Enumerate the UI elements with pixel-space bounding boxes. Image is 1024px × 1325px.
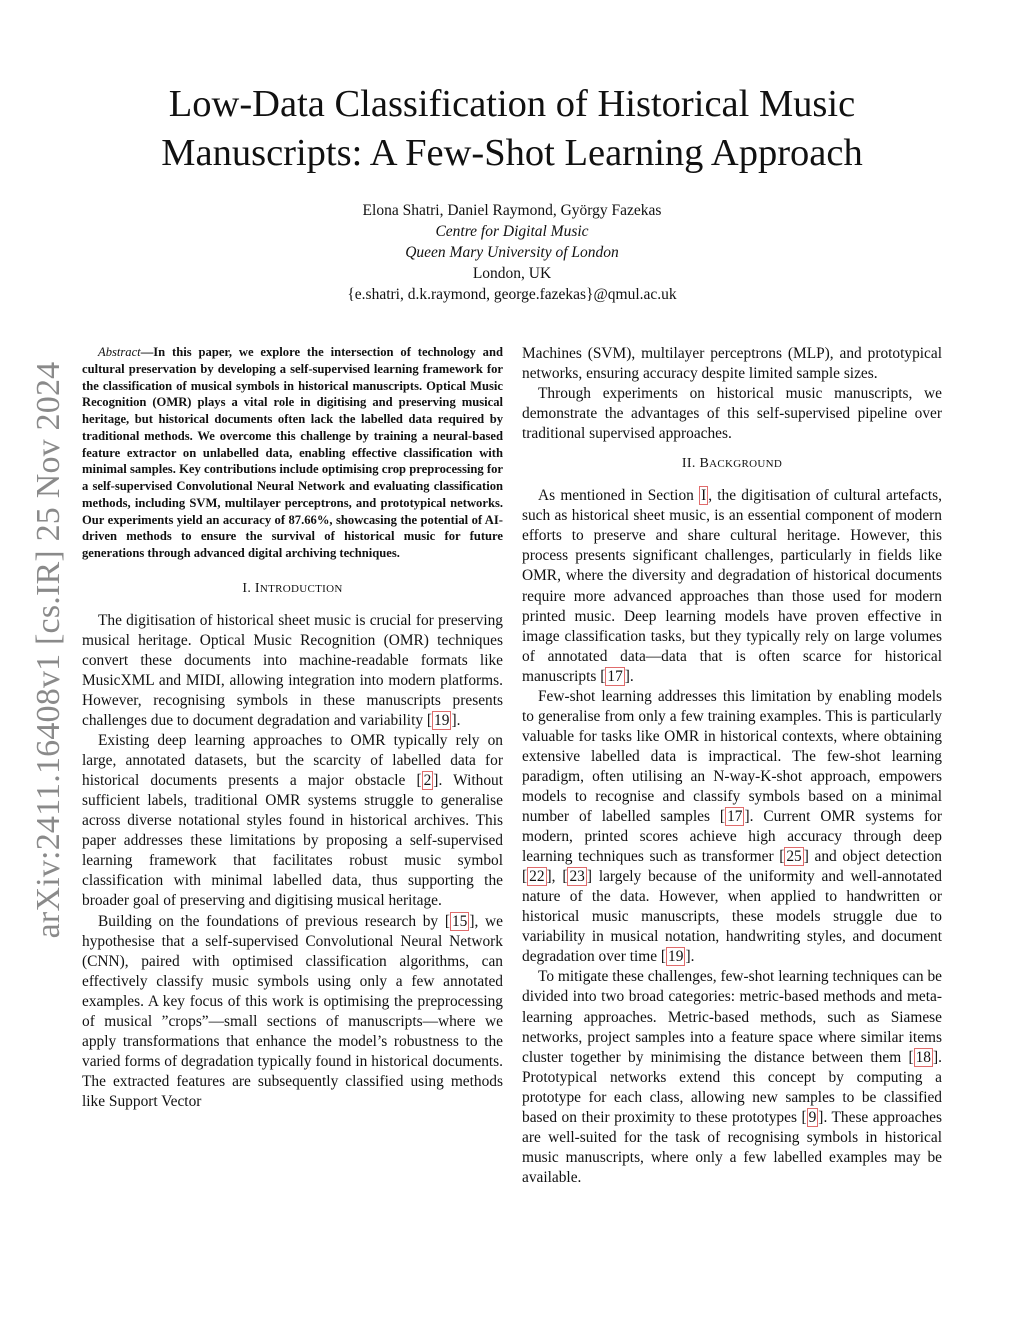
intro-paragraph-3: Building on the foundations of previous research by [ 15 ], we hypothesise that a self-supervised Convolutional Neural Network (CNN), paired with optimised classification algorithms, can effectively classify music symbols using only a few annotated examples. A key focus of this work is optimising the preprocessing of musical ”crops”—small sections of manuscripts—where we apply transformations that enhance the model’s robustness to the varied forms of degradation typically found in historical documents. The extracted features are subsequently classified using methods like Support Vector (82, 912, 503, 1110)
left-column (82, 344, 503, 1112)
arxiv-sidebar (22, 350, 76, 950)
background-paragraph-2: Few-shot learning addresses this limitation by enabling models to generalise from only a few training examples. This is particularly valuable for tasks like OMR in historical contexts, where obtaining extensive labelled data is impractical. The few-shot learning paradigm, often utilising an N-way-K-shot approach, empowers models to recognise and classify symbols based on a minimal number of labelled samples [ 17 ]. Current OMR systems for modern, printed scores achieve high accuracy through deep learning techniques such as transformer [ 25 ] and object detection [ 22 ], [ 23 ] largely because of the uniformity and well-annotated nature of the data. However, when applied to handwritten or historical music manuscripts, these models struggle due to variability in musical notation, handwriting styles, and document degradation over time [ 19 ]. (522, 687, 942, 966)
citation-link[interactable]: 2 (423, 772, 432, 790)
section-heading-introduction: I. INTRODUCTION (242, 580, 343, 596)
intro-paragraph-2: Existing deep learning approaches to OMR typically rely on large, annotated datasets, but the scarcity of labelled data for historical documents presents a major obstacle [ 2 ]. Without sufficient labels, traditional OMR systems struggle to generalise across diverse notational styles found in historical archives. This paper addresses these limitations by proposing a self-supervised learning framework that facilitates robust music symbol classification with minimal labelled data, thus supporting the broader goal of preserving and digitising musical heritage. (82, 732, 503, 910)
intro-paragraph-1: The digitisation of historical sheet music is crucial for preserving musical heritage. Optical Music Recognition (OMR) techniques convert these documents into machine-readable formats like MusicXML and MIDI, allowing integration into modern platforms. However, recognising symbols in these manuscripts presents challenges due to document degradation and variability [ 19 ]. (82, 611, 503, 730)
right-column (522, 344, 942, 1188)
citation-link[interactable]: 17 (607, 667, 623, 685)
citation-link[interactable]: 25 (786, 848, 802, 866)
citation-link[interactable]: 23 (569, 868, 585, 886)
citation-link[interactable]: 18 (915, 1048, 931, 1066)
citation-link[interactable]: 22 (529, 868, 545, 886)
author-department: Centre for Digital Music (435, 223, 589, 240)
abstract-text: —In this paper, we explore the intersection of technology and cultural preservation by developing a self-supervised learning framework for the classification of musical symbols in historical manuscripts. Optical Music Recognition (OMR) plays a vital role in digitising and preserving musical heritage, but historical documents often lack the labelled data required by traditional methods. We overcome this challenge by training a neural-based feature extractor on unlabelled data, enabling effective classification with minimal samples. Key contributions include optimising crop preprocessing for a self-supervised Convolutional Neural Network and evaluating classification methods, including SVM, multilayer perceptrons, and prototypical networks. Our experiments yield an accuracy of 87.66%, showcasing the potential of AI-driven methods to ensure the survival of historical music for future generations through advanced digital archiving techniques. (82, 345, 503, 560)
citation-link[interactable]: 19 (668, 948, 684, 966)
citation-link[interactable]: 19 (434, 712, 450, 730)
intro-paragraph-3-continued: Machines (SVM), multilayer perceptrons (MLP), and prototypical networks, ensuring accuracy despite limited sample sizes. (522, 345, 942, 383)
author-names: Elona Shatri, Daniel Raymond, György Fazekas (362, 202, 662, 219)
citation-link[interactable]: 17 (727, 808, 743, 826)
abstract (82, 344, 503, 562)
author-university: Queen Mary University of London (405, 244, 619, 261)
title-line-2: Manuscripts: A Few-Shot Learning Approach (161, 132, 863, 174)
title-line-1: Low-Data Classification of Historical Music (168, 83, 856, 125)
citation-link[interactable]: 15 (451, 912, 468, 930)
author-location: London, UK (472, 265, 552, 282)
paper-title (90, 80, 934, 178)
section-link[interactable]: I (701, 487, 707, 505)
author-emails: {e.shatri, d.k.raymond, george.fazekas}@qmul.ac.uk (347, 286, 677, 303)
intro-paragraph-4: Through experiments on historical music manuscripts, we demonstrate the advantages of this self-supervised pipeline over traditional supervised approaches. (522, 385, 942, 443)
citation-link[interactable]: 9 (808, 1108, 817, 1126)
section-heading-background: II. BACKGROUND (681, 456, 783, 472)
background-paragraph-3: To mitigate these challenges, few-shot learning techniques can be divided into two broad categories: metric-based methods and meta-learning approaches. Metric-based methods, such as Siamese networks, project samples into a feature space where similar items cluster together by minimising the distance between them [ 18 ]. Prototypical networks extend this concept by computing a prototype for each class, allowing new samples to be classified based on their proximity to these prototypes [ 9 ]. These approaches are well-suited for the task of recognising symbols in historical music manuscripts, where only a few labelled examples may be available. (522, 968, 942, 1186)
background-paragraph-1: As mentioned in Section I , the digitisation of cultural artefacts, such as historical sheet music, is an essential component of modern efforts to preserve and share cultural heritage. However, this process presents significant challenges, particularly in fields like OMR, where the diversity and degradation of historical documents require more advanced approaches than those used for modern printed music. Deep learning models have proven effective in image classification tasks, but they typically rely on large volumes of annotated data—data that is often scarce for historical manuscripts [ 17 ]. (522, 487, 942, 685)
arxiv-identifier: arXiv:2411.16408v1 [cs.IR] 25 Nov 2024 (30, 361, 67, 939)
abstract-label: Abstract (98, 345, 141, 359)
author-block (112, 200, 912, 305)
